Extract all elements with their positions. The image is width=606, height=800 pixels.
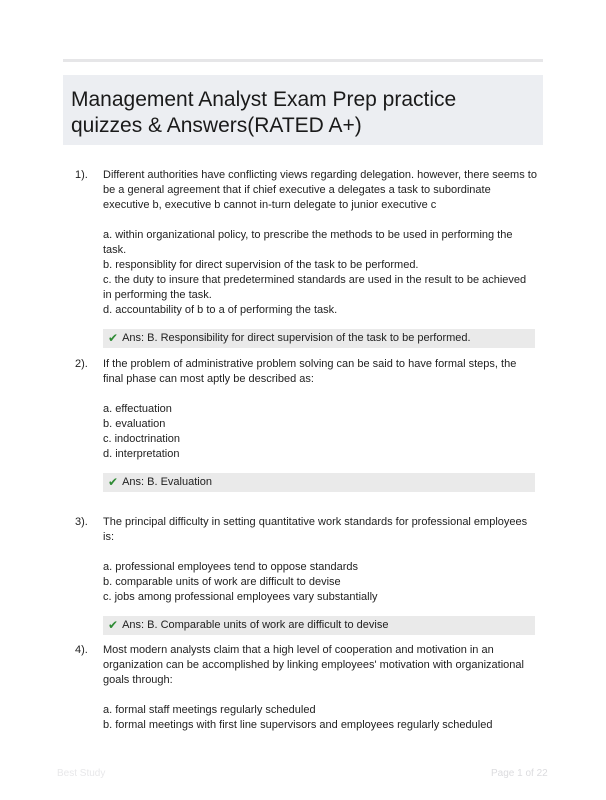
answer-text: Ans: B. Responsibility for direct supervision of the task to be performed. — [122, 332, 471, 344]
top-divider — [63, 59, 543, 62]
option-b: b. comparable units of work are difficult to devise — [103, 576, 341, 588]
question-1 — [75, 168, 537, 348]
page-number: Page 1 of 22 — [491, 768, 548, 779]
check-icon: ✔ — [108, 475, 119, 489]
question-3 — [75, 515, 537, 635]
question-number: 1). — [75, 169, 88, 181]
option-b: b. formal meetings with first line supervisors and employees regularly scheduled — [103, 719, 493, 731]
question-number: 2). — [75, 358, 88, 370]
option-a: a. professional employees tend to oppose standards — [103, 561, 358, 573]
question-2 — [75, 357, 537, 492]
question-stem: Different authorities have conflicting views regarding delegation. however, there seems to be a general agreement that if chief executive a delegates a task to subordinate executive b, executive b cannot in-turn delegate to junior executive c — [103, 169, 537, 211]
option-a: a. formal staff meetings regularly scheduled — [103, 704, 316, 716]
question-4 — [75, 643, 537, 733]
option-b: b. evaluation — [103, 418, 166, 430]
option-a: a. within organizational policy, to prescribe the methods to be used in performing the task. — [103, 229, 513, 256]
option-a: a. effectuation — [103, 403, 172, 415]
option-d: d. interpretation — [103, 448, 180, 460]
question-number: 3). — [75, 516, 88, 528]
option-b: b. responsiblity for direct supervision of the task to be performed. — [103, 259, 419, 271]
footer-brand: Best Study — [57, 768, 106, 779]
question-stem: The principal difficulty in setting quantitative work standards for professional employees is: — [103, 516, 528, 543]
answer-box — [103, 616, 535, 635]
answer-box — [103, 473, 535, 492]
question-stem: If the problem of administrative problem solving can be said to have formal steps, the final phase can most aptly be described as: — [103, 358, 517, 385]
title-banner — [63, 75, 543, 145]
answer-box — [103, 329, 535, 348]
check-icon: ✔ — [108, 331, 119, 345]
answer-text: Ans: B. Evaluation — [122, 476, 212, 488]
option-c: c. jobs among professional employees vary substantially — [103, 591, 378, 603]
check-icon: ✔ — [108, 618, 119, 632]
option-c: c. indoctrination — [103, 433, 181, 445]
option-c: c. the duty to insure that predetermined standards are used in the result to be achieved in performing the task. — [103, 274, 527, 301]
question-stem: Most modern analysts claim that a high level of cooperation and motivation in an organization can be accomplished by linking employees' motivation with organizational goals through: — [103, 644, 524, 686]
option-d: d. accountability of b to a of performing the task. — [103, 304, 338, 316]
question-number: 4). — [75, 644, 88, 656]
document-title: Management Analyst Exam Prep practice quizzes & Answers(RATED A+) — [71, 88, 457, 137]
answer-text: Ans: B. Comparable units of work are difficult to devise — [122, 619, 389, 631]
